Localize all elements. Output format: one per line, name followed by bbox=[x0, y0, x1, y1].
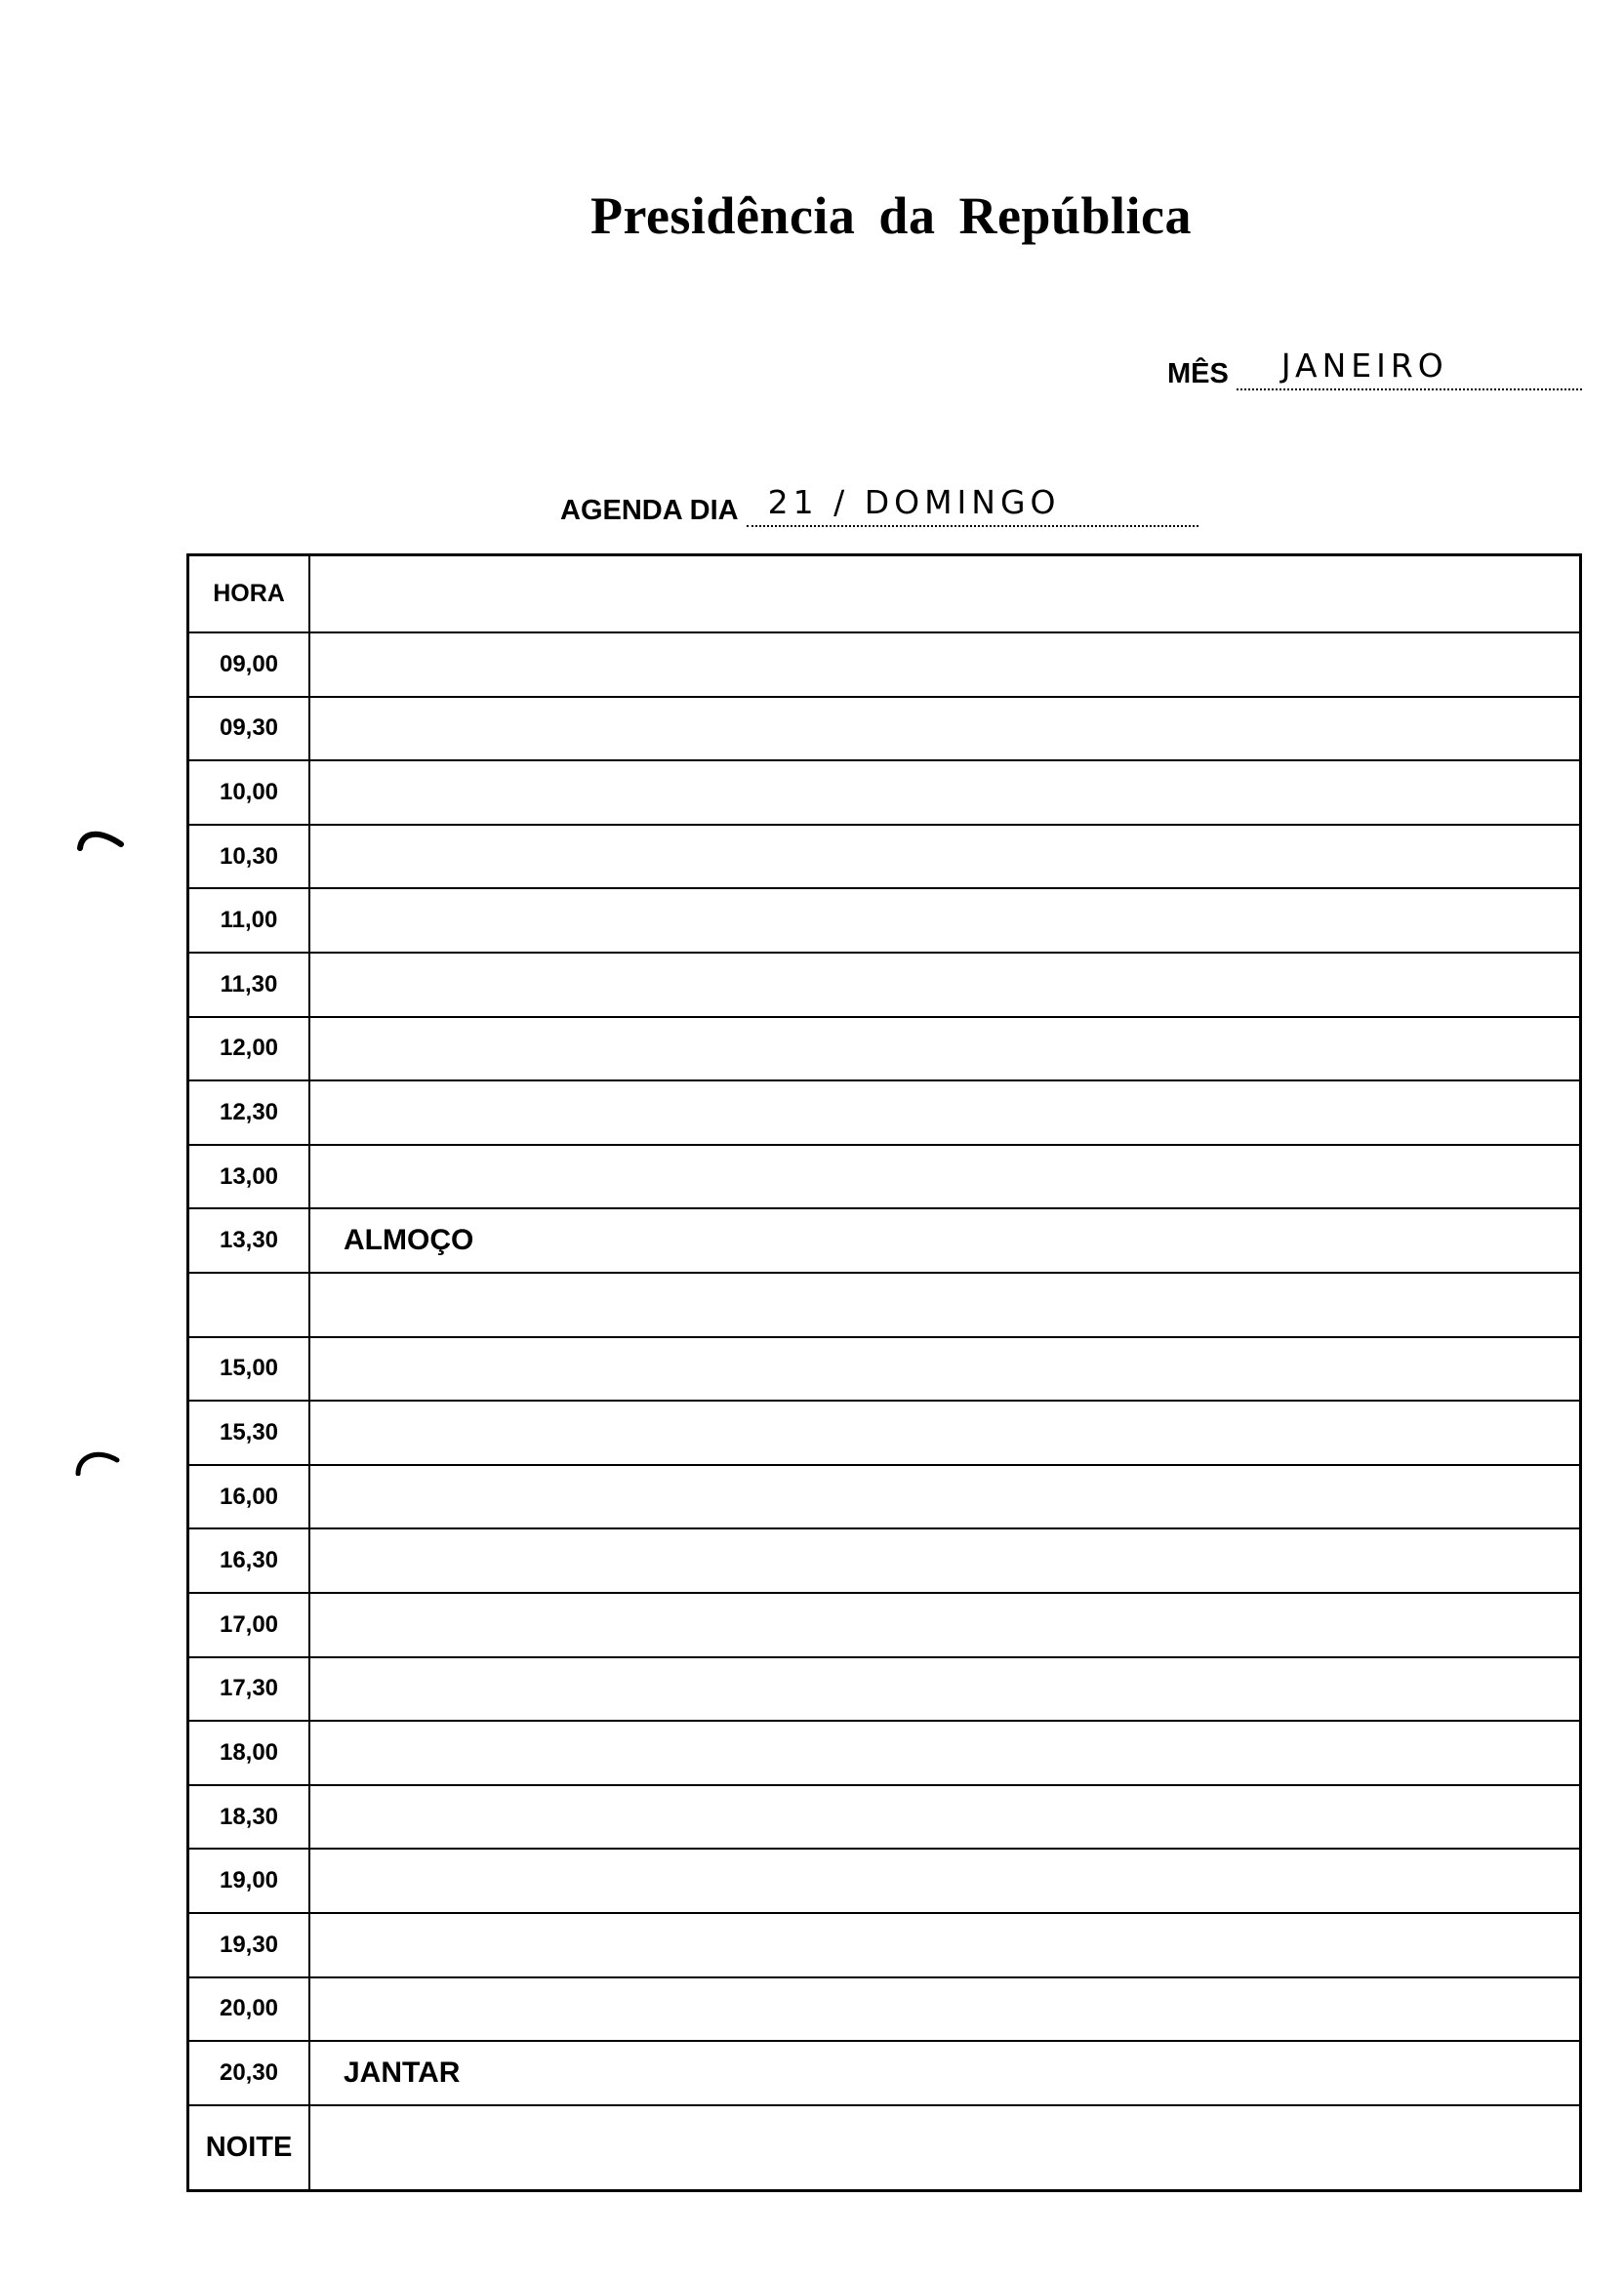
hour-cell: 18,00 bbox=[189, 1722, 310, 1784]
table-row bbox=[189, 1658, 1579, 1723]
table-row bbox=[189, 1274, 1579, 1338]
event-cell: ALMOÇO bbox=[344, 1224, 474, 1257]
table-row bbox=[189, 1338, 1579, 1403]
hour-cell: 13,30 bbox=[189, 1209, 310, 1272]
hour-cell: 12,30 bbox=[189, 1081, 310, 1144]
agenda-label: AGENDA DIA bbox=[560, 495, 739, 526]
table-row bbox=[189, 826, 1579, 890]
night-hour-cell: NOITE bbox=[189, 2106, 310, 2189]
event-cell: JANTAR bbox=[344, 2056, 461, 2089]
table-row bbox=[189, 1722, 1579, 1786]
hole-punch-mark-icon bbox=[76, 823, 127, 852]
table-row bbox=[189, 2042, 1579, 2106]
hour-cell: 15,30 bbox=[189, 1402, 310, 1464]
hour-cell: 16,00 bbox=[189, 1466, 310, 1528]
table-row bbox=[189, 1209, 1579, 1274]
agenda-table bbox=[186, 553, 1582, 2192]
agenda-day-field bbox=[560, 483, 1198, 527]
hour-cell: 11,00 bbox=[189, 889, 310, 952]
month-value: JANEIRO bbox=[1280, 346, 1448, 385]
hour-cell: 11,30 bbox=[189, 954, 310, 1016]
hour-cell: 13,00 bbox=[189, 1146, 310, 1208]
day-fill-line bbox=[747, 483, 1198, 527]
table-row bbox=[189, 761, 1579, 826]
hour-cell: 09,30 bbox=[189, 698, 310, 760]
hour-cell: 17,30 bbox=[189, 1658, 310, 1721]
table-row bbox=[189, 1914, 1579, 1978]
hour-cell: 12,00 bbox=[189, 1018, 310, 1080]
hour-cell: 10,00 bbox=[189, 761, 310, 824]
hour-cell bbox=[189, 1274, 310, 1336]
table-row bbox=[189, 1466, 1579, 1530]
hour-cell: 19,00 bbox=[189, 1850, 310, 1912]
table-row bbox=[189, 1850, 1579, 1914]
table-row bbox=[189, 889, 1579, 954]
day-value: 21 / DOMINGO bbox=[767, 483, 1061, 521]
table-row bbox=[189, 698, 1579, 762]
table-row bbox=[189, 1594, 1579, 1658]
table-row bbox=[189, 1018, 1579, 1082]
table-row bbox=[189, 954, 1579, 1018]
table-header-row bbox=[189, 556, 1579, 633]
table-row bbox=[189, 633, 1579, 698]
table-row bbox=[189, 1146, 1579, 1210]
hour-header: HORA bbox=[189, 556, 310, 631]
table-row bbox=[189, 1529, 1579, 1594]
table-footer-row bbox=[189, 2106, 1579, 2189]
table-row bbox=[189, 1978, 1579, 2043]
page-title: Presidência da República bbox=[589, 186, 1193, 245]
hour-cell: 18,30 bbox=[189, 1786, 310, 1849]
month-label: MÊS bbox=[1167, 358, 1229, 389]
table-row bbox=[189, 1081, 1579, 1146]
hour-cell: 09,00 bbox=[189, 633, 310, 696]
hole-punch-mark-icon bbox=[72, 1446, 123, 1476]
table-row bbox=[189, 1786, 1579, 1851]
hour-cell: 10,30 bbox=[189, 826, 310, 888]
hour-cell: 16,30 bbox=[189, 1529, 310, 1592]
month-field bbox=[1167, 346, 1582, 390]
hour-cell: 17,00 bbox=[189, 1594, 310, 1656]
table-row bbox=[189, 1402, 1579, 1466]
hour-cell: 15,00 bbox=[189, 1338, 310, 1401]
month-fill-line bbox=[1237, 346, 1582, 390]
hour-cell: 19,30 bbox=[189, 1914, 310, 1976]
hour-cell: 20,30 bbox=[189, 2042, 310, 2104]
hour-cell: 20,00 bbox=[189, 1978, 310, 2041]
